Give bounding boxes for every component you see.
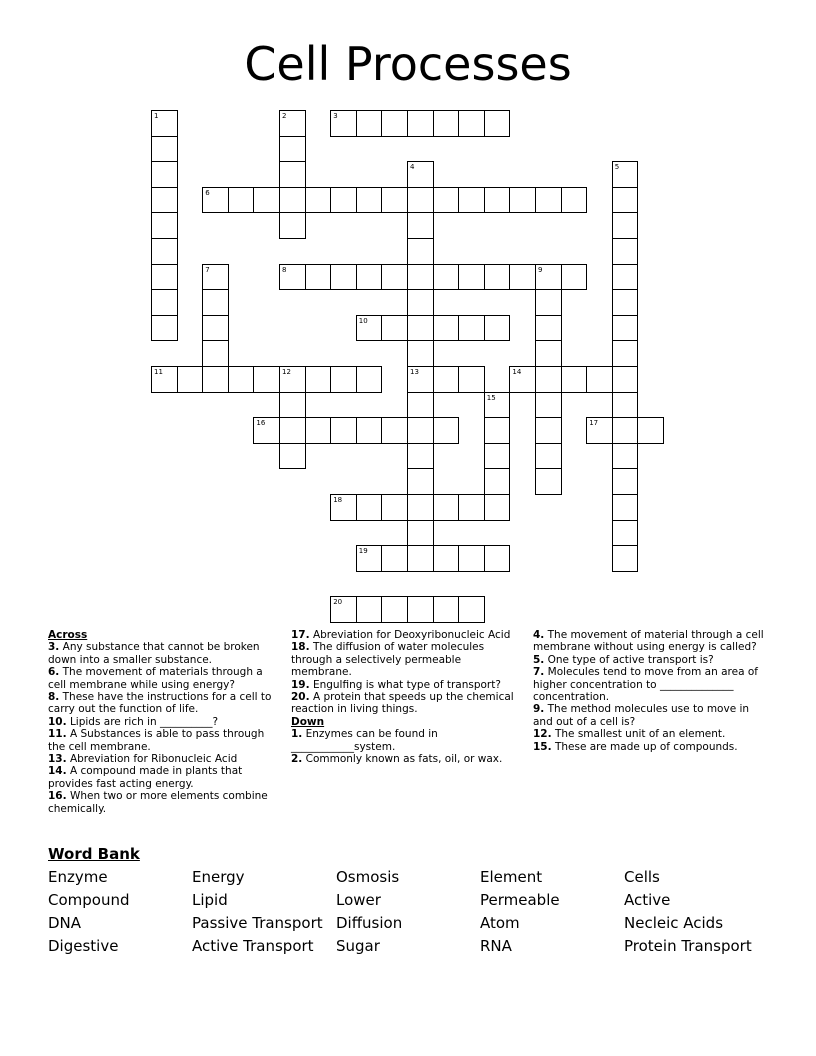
clue-number: 7. (533, 666, 545, 679)
grid-cell[interactable] (330, 494, 357, 521)
grid-cell[interactable] (381, 315, 408, 342)
grid-cell[interactable] (407, 596, 434, 623)
cell-number: 12 (282, 368, 291, 376)
clue (533, 629, 769, 654)
cell-number: 16 (256, 419, 266, 428)
grid-cell[interactable] (535, 443, 562, 470)
grid-cell[interactable] (381, 264, 408, 291)
grid-cell[interactable] (279, 212, 306, 239)
grid-cell[interactable] (612, 366, 639, 393)
grid-cell[interactable] (484, 315, 511, 342)
grid-cell[interactable] (458, 110, 485, 137)
grid-cell[interactable] (202, 366, 229, 393)
grid-cell[interactable] (407, 289, 434, 316)
grid-cell[interactable] (612, 187, 639, 214)
word-bank-word: Osmosis (336, 868, 400, 886)
grid-cell[interactable] (381, 596, 408, 623)
grid-cell[interactable] (586, 417, 613, 444)
grid-cell[interactable] (484, 187, 511, 214)
word-bank (48, 866, 788, 958)
grid-cell[interactable] (407, 340, 434, 367)
clue-number: 15. (533, 740, 552, 753)
clue-text: Engulfing is what type of transport? (309, 678, 501, 691)
clue-text: Any substance that cannot be broken down into a smaller substance. (48, 641, 260, 666)
grid-cell[interactable] (356, 264, 383, 291)
grid-cell[interactable] (612, 545, 639, 572)
word-bank-word: Passive Transport (192, 914, 323, 932)
word-bank-row (48, 935, 788, 958)
clue (533, 703, 769, 728)
clue-text: A Substances is able to pass through the cell membrane. (48, 728, 265, 753)
grid-cell[interactable] (356, 596, 383, 623)
clue-number: 19. (291, 678, 310, 691)
grid-cell[interactable] (433, 110, 460, 137)
clue (48, 666, 280, 691)
grid-cell[interactable] (253, 187, 280, 214)
clue (291, 629, 519, 641)
grid-cell[interactable] (612, 468, 639, 495)
grid-cell[interactable] (381, 494, 408, 521)
grid-cell[interactable] (433, 264, 460, 291)
cell-number: 11 (154, 368, 163, 376)
grid-cell[interactable] (535, 366, 562, 393)
clues-column-2 (291, 629, 519, 765)
grid-cell[interactable] (279, 110, 306, 137)
grid-cell[interactable] (279, 187, 306, 214)
grid-cell[interactable] (151, 238, 178, 265)
grid-cell[interactable] (407, 417, 434, 444)
clue-text: The movement of materials through a cell membrane while using energy? (48, 666, 263, 691)
grid-cell[interactable] (279, 417, 306, 444)
clue-number: 13. (48, 753, 67, 766)
grid-cell[interactable] (151, 264, 178, 291)
grid-cell[interactable] (458, 596, 485, 623)
word-bank-word: Enzyme (48, 868, 108, 886)
grid-cell[interactable] (484, 468, 511, 495)
grid-cell[interactable] (279, 161, 306, 188)
cell-number: 14 (512, 368, 522, 376)
grid-cell[interactable] (407, 366, 434, 393)
cell-number: 9 (538, 265, 543, 274)
grid-cell[interactable] (509, 187, 536, 214)
clue-number: 20. (291, 691, 310, 704)
word-bank-word: Protein Transport (624, 937, 752, 955)
down-heading: Down (291, 715, 325, 728)
clue (291, 728, 519, 753)
cell-number: 18 (333, 496, 343, 504)
grid-cell[interactable] (433, 366, 460, 393)
grid-cell[interactable] (535, 340, 562, 367)
grid-cell[interactable] (484, 494, 511, 521)
grid-cell[interactable] (612, 417, 639, 444)
grid-cell[interactable] (535, 468, 562, 495)
clue-text: Lipids are rich in __________? (66, 715, 219, 728)
word-bank-word: Compound (48, 891, 130, 909)
grid-cell[interactable] (612, 264, 639, 291)
grid-cell[interactable] (433, 494, 460, 521)
clue-text: One type of active transport is? (544, 653, 714, 666)
word-bank-row (48, 866, 788, 889)
word-bank-word: Necleic Acids (624, 914, 724, 932)
clue (48, 790, 280, 815)
word-bank-row (48, 889, 788, 912)
grid-cell[interactable] (612, 392, 639, 419)
grid-cell[interactable] (356, 366, 383, 393)
clue-text: A protein that speeds up the chemical reaction in living things. (291, 691, 514, 716)
grid-cell[interactable] (509, 366, 536, 393)
word-bank-row (48, 912, 788, 935)
grid-cell[interactable] (484, 443, 511, 470)
grid-cell[interactable] (202, 289, 229, 316)
word-bank-word: Diffusion (336, 914, 403, 932)
grid-cell[interactable] (228, 366, 255, 393)
grid-cell[interactable] (407, 238, 434, 265)
cell-number: 10 (358, 316, 368, 325)
clue-number: 5. (533, 653, 545, 666)
clue (48, 716, 280, 728)
cell-number: 8 (282, 265, 287, 274)
grid-cell[interactable] (637, 417, 664, 444)
clue-number: 3. (48, 641, 60, 654)
grid-cell[interactable] (458, 187, 485, 214)
grid-cell[interactable] (279, 136, 306, 163)
cell-number: 2 (282, 112, 287, 120)
grid-cell[interactable] (151, 110, 178, 137)
clue-number: 8. (48, 691, 60, 704)
grid-cell[interactable] (356, 187, 383, 214)
page-title: Cell Processes (244, 37, 572, 91)
clue-text: The diffusion of water molecules through a selectively permeable membrane. (291, 641, 485, 679)
grid-cell[interactable] (305, 187, 332, 214)
clue-number: 9. (533, 703, 545, 716)
grid-cell[interactable] (535, 315, 562, 342)
grid-cell[interactable] (407, 545, 434, 572)
grid-cell[interactable] (535, 392, 562, 419)
grid-cell[interactable] (381, 110, 408, 137)
word-bank-word: Element (480, 868, 543, 886)
grid-cell[interactable] (612, 212, 639, 239)
cell-number: 1 (154, 112, 159, 120)
clue-text: Commonly known as fats, oil, or wax. (302, 753, 503, 766)
grid-cell[interactable] (484, 110, 511, 137)
grid-cell[interactable] (330, 110, 357, 137)
grid-cell[interactable] (407, 187, 434, 214)
clue (48, 753, 280, 765)
clues-column-1 (48, 629, 280, 815)
clue (291, 691, 519, 716)
cell-number: 20 (333, 598, 343, 607)
clue-text: Molecules tend to move from an area of higher concentration to ______________ concentration. (533, 666, 758, 704)
clue (533, 728, 769, 740)
grid-cell[interactable] (612, 238, 639, 265)
clue-number: 2. (291, 753, 303, 766)
clue (291, 641, 519, 678)
grid-cell[interactable] (356, 110, 383, 137)
clue (533, 741, 769, 753)
grid-cell[interactable] (433, 596, 460, 623)
grid-cell[interactable] (433, 417, 460, 444)
grid-cell[interactable] (151, 161, 178, 188)
grid-cell[interactable] (279, 264, 306, 291)
grid-cell[interactable] (535, 417, 562, 444)
clue-text: Abreviation for Deoxyribonucleic Acid (309, 629, 511, 641)
grid-cell[interactable] (484, 392, 511, 419)
word-bank-word: Digestive (48, 937, 119, 955)
grid-cell[interactable] (458, 545, 485, 572)
grid-cell[interactable] (356, 315, 383, 342)
word-bank-word: Cells (624, 868, 660, 886)
grid-cell[interactable] (561, 366, 588, 393)
grid-cell[interactable] (612, 443, 639, 470)
grid-cell[interactable] (330, 596, 357, 623)
grid-cell[interactable] (484, 417, 511, 444)
grid-cell[interactable] (433, 187, 460, 214)
cell-number: 4 (410, 163, 415, 172)
grid-cell[interactable] (228, 187, 255, 214)
clue-number: 11. (48, 728, 67, 741)
grid-cell[interactable] (330, 187, 357, 214)
cell-number: 7 (205, 265, 210, 274)
cell-number: 15 (486, 393, 496, 402)
grid-cell[interactable] (381, 545, 408, 572)
grid-cell[interactable] (151, 289, 178, 316)
grid-cell[interactable] (305, 366, 332, 393)
clue (291, 753, 519, 765)
grid-cell[interactable] (612, 340, 639, 367)
grid-cell[interactable] (407, 212, 434, 239)
grid-cell[interactable] (253, 366, 280, 393)
clue-number: 18. (291, 641, 310, 654)
grid-cell[interactable] (484, 264, 511, 291)
clue-text: A compound made in plants that provides fast acting energy. (48, 765, 243, 790)
grid-cell[interactable] (612, 315, 639, 342)
grid-cell[interactable] (407, 443, 434, 470)
grid-cell[interactable] (535, 289, 562, 316)
clue (48, 728, 280, 753)
clue-text: Enzymes can be found in ____________system. (291, 728, 438, 753)
grid-cell[interactable] (535, 187, 562, 214)
grid-cell[interactable] (407, 520, 434, 547)
clue-number: 14. (48, 765, 67, 778)
clue-text: When two or more elements combine chemically. (48, 790, 268, 815)
clues-column-3 (533, 629, 769, 753)
word-bank-word: RNA (480, 937, 512, 955)
grid-cell[interactable] (202, 340, 229, 367)
clue-text: The method molecules use to move in and out of a cell is? (533, 703, 750, 728)
grid-cell[interactable] (509, 264, 536, 291)
grid-cell[interactable] (612, 494, 639, 521)
grid-cell[interactable] (279, 366, 306, 393)
grid-cell[interactable] (458, 494, 485, 521)
grid-cell[interactable] (381, 187, 408, 214)
grid-cell[interactable] (202, 264, 229, 291)
cell-number: 5 (614, 163, 620, 172)
grid-cell[interactable] (177, 366, 204, 393)
across-heading: Across (48, 629, 88, 641)
grid-cell[interactable] (612, 161, 639, 188)
clue-number: 10. (48, 715, 67, 728)
clue-number: 17. (291, 629, 310, 641)
grid-cell[interactable] (612, 520, 639, 547)
grid-cell[interactable] (433, 545, 460, 572)
grid-cell[interactable] (407, 264, 434, 291)
grid-cell[interactable] (458, 366, 485, 393)
grid-cell[interactable] (561, 264, 588, 291)
clue-text: The movement of material through a cell membrane without using energy is called? (533, 629, 764, 654)
word-bank-word: DNA (48, 914, 82, 932)
clue-text: These are made up of compounds. (551, 740, 738, 753)
clue (48, 765, 280, 790)
cell-number: 19 (358, 547, 368, 556)
word-bank-word: Sugar (336, 937, 380, 955)
grid-cell[interactable] (407, 110, 434, 137)
grid-cell[interactable] (279, 443, 306, 470)
grid-cell[interactable] (305, 264, 332, 291)
word-bank-word: Active Transport (192, 937, 314, 955)
word-bank-word: Lipid (192, 891, 228, 909)
clue (533, 654, 769, 666)
grid-cell[interactable] (561, 187, 588, 214)
grid-cell[interactable] (279, 392, 306, 419)
cell-number: 3 (333, 112, 338, 120)
clue-number: 4. (533, 629, 545, 641)
clue (48, 641, 280, 666)
word-bank-word: Active (624, 891, 671, 909)
grid-cell[interactable] (151, 315, 178, 342)
grid-cell[interactable] (202, 315, 229, 342)
clue-number: 12. (533, 728, 552, 741)
word-bank-heading: Word Bank (48, 845, 140, 863)
grid-cell[interactable] (458, 315, 485, 342)
grid-cell[interactable] (330, 366, 357, 393)
grid-cell[interactable] (586, 366, 613, 393)
grid-cell[interactable] (407, 392, 434, 419)
word-bank-word: Permeable (480, 891, 560, 909)
grid-cell[interactable] (253, 417, 280, 444)
grid-cell[interactable] (356, 545, 383, 572)
grid-cell[interactable] (151, 212, 178, 239)
grid-cell[interactable] (356, 417, 383, 444)
grid-cell[interactable] (407, 161, 434, 188)
grid-cell[interactable] (484, 545, 511, 572)
clue-text: Abreviation for Ribonucleic Acid (66, 753, 238, 766)
grid-cell[interactable] (612, 289, 639, 316)
grid-cell[interactable] (330, 264, 357, 291)
grid-cell[interactable] (433, 315, 460, 342)
word-bank-word: Energy (192, 868, 245, 886)
cell-number: 17 (589, 419, 599, 428)
grid-cell[interactable] (151, 366, 178, 393)
clue-number: 6. (48, 666, 60, 679)
grid-cell[interactable] (305, 417, 332, 444)
clue (291, 679, 519, 691)
grid-cell[interactable] (407, 468, 434, 495)
grid-cell[interactable] (407, 494, 434, 521)
clue-number: 16. (48, 790, 67, 803)
word-bank-word: Lower (336, 891, 381, 909)
grid-cell[interactable] (535, 264, 562, 291)
grid-cell[interactable] (151, 187, 178, 214)
clue-text: These have the instructions for a cell to carry out the function of life. (48, 691, 272, 716)
cell-number: 6 (205, 188, 210, 197)
grid-cell[interactable] (381, 417, 408, 444)
grid-cell[interactable] (407, 315, 434, 342)
cell-number: 13 (410, 368, 419, 376)
grid-cell[interactable] (151, 136, 178, 163)
clue-text: The smallest unit of an element. (551, 728, 726, 741)
grid-cell[interactable] (330, 417, 357, 444)
grid-cell[interactable] (202, 187, 229, 214)
grid-cell[interactable] (458, 264, 485, 291)
clue (533, 666, 769, 703)
clue-number: 1. (291, 728, 303, 741)
grid-cell[interactable] (356, 494, 383, 521)
clue (48, 691, 280, 716)
word-bank-word: Atom (480, 914, 520, 932)
